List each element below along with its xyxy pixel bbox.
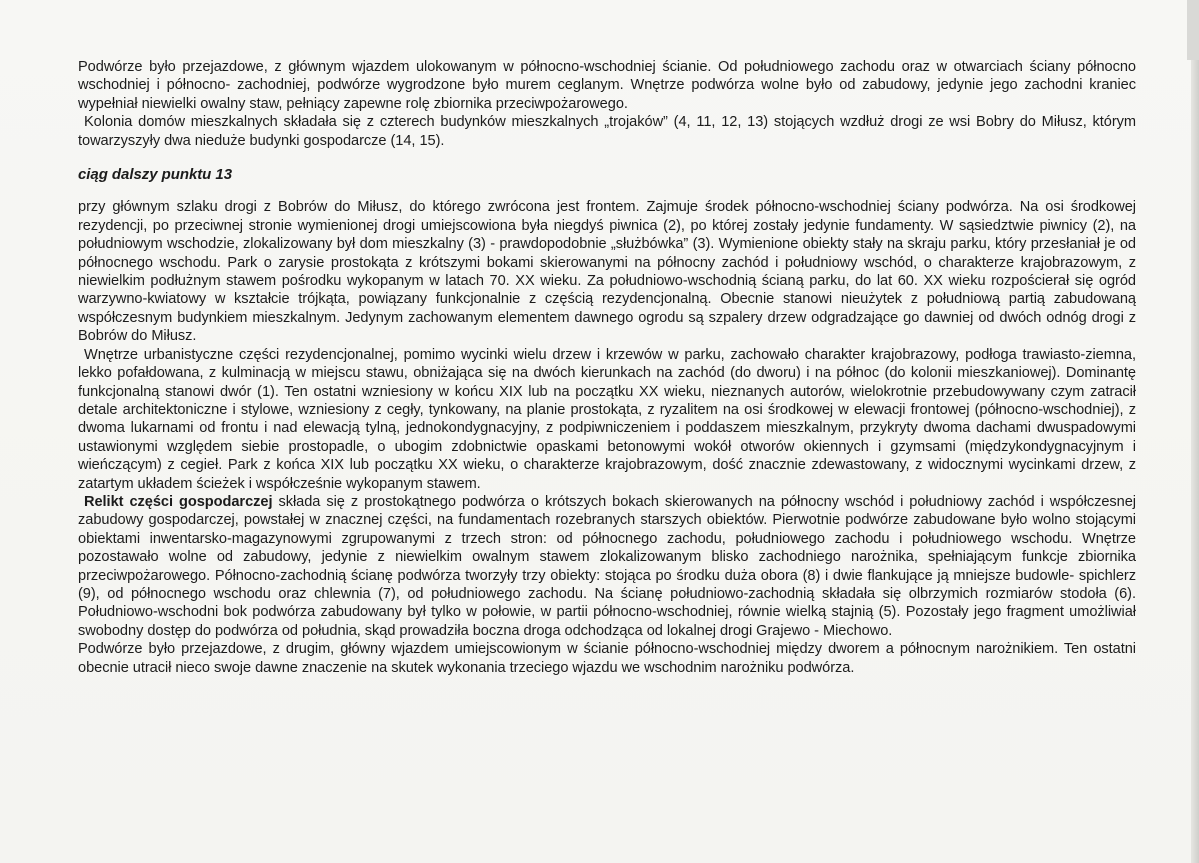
page-edge-corner — [1187, 0, 1199, 60]
document-body — [78, 58, 1136, 677]
section-heading: ciąg dalszy punktu 13 — [78, 166, 232, 184]
relikt-text: składa się z prostokątnego podwórza o krótszych bokach skierowanych na północny wschód i południowy zachód i współczesnej zabudowy gospodarczej, powstałej w znacznej części, na fundamentach rozebranych starszych obiektów. Pierwotnie podwórze zabudowane było wolno stojącymi obiektami inwentarsko-magazynowymi zgrupowanymi z trzech stron: od północnego zachodu, południowego zachodu i południowego wschodu. Wnętrze pozostawało wolne od zabudowy, jedynie z niewielkim owalnym stawem zlokalizowanym blisko zachodniego narożnika, spełniającym funkcje zbiornika przeciwpożarowego. Północno-zachodnią ścianę podwórza tworzyły trzy obiekty: stojąca po środku duża obora (8) i dwie flankujące ją mniejsze budowle- spichlerz (9), od północnego wschodu oraz chlewnia (7), od południowego zachodu. Na ścianę południowo-zachodnią składała się olbrzymich rozmiarów stodoła (6). Południowo-wschodni bok podwórza zabudowany był tylko w połowie, w partii północno-wschodniej, równie wielką stajnią (5). Pozostały jego fragment umożliwiał swobodny dostęp do podwórza od południa, skąd prowadziła boczna droga odchodząca od lokalnej drogi Grajewo - Miechowo. — [78, 493, 1136, 639]
body-paragraph-2: Wnętrze urbanistyczne części rezydencjonalnej, pomimo wycinki wielu drzew i krzewów w parku, zachowało charakter krajobrazowy, podłoga trawiasto-ziemna, lekko pofałdowana, z kulminacją w miejscu stawu, obniżająca się na dwóch kierunkach na zachód (do dworu) i na północ (do kolonii mieszkaniowej). Dominantę funkcjonalną stanowi dwór (1). Ten ostatni wzniesiony w końcu XIX lub na początku XX wieku, nieznanych autorów, wielokrotnie przebudowywany czym zatracił detale architektoniczne i stylowe, wzniesiony z cegły, tynkowany, na planie prostokąta, z ryzalitem na osi środkowej w elewacji frontowej (północno-wschodniej), z dwoma lukarnami od frontu i nad elewacją tylną, jednokondygnacyjny, z podpiwniczeniem i poddaszem mieszkalnym, przykryty dwoma dachami dwuspadowymi ustawionymi względem siebie prostopadle, o ubogim zdobnictwie opaskami betonowymi wokół otworów okiennych i gzymsami (międzykondygnacyjnym i wieńczącym) z cegieł. Park z końca XIX lub początku XX wieku, o charakterze krajobrazowym, dość znacznie zdewastowany, z widocznymi wycinkami drzew, z zatartym układem ścieżek i współcześnie wykopanym stawem. — [78, 346, 1136, 492]
body-paragraph-1: przy głównym szlaku drogi z Bobrów do Miłusz, do którego zwrócona jest frontem. Zajmuje środek północno-wschodniej ściany podwórza. Na osi środkowej rezydencji, po przeciwnej stronie wymienionej drogi umiejscowiona była niegdyś piwnica (2), po której zostały jedynie fundamenty. W sąsiedztwie piwnicy (2), na południowym wschodzie, zlokalizowany był dom mieszkalny (3) - prawdopodobnie „służbówka” (3). Wymienione obiekty stały na skraju parku, który przesłaniał je od północnego wschodu. Park o zarysie prostokąta z krótszymi bokami skierowanymi na północny zachód i południowy wschód, o charakterze krajobrazowym, z niewielkim podłużnym stawem pośrodku wykopanym w latach 70. XX wieku. Za południowo-wschodnią ścianą parku, do lat 60. XX wieku rozpościerał się ogród warzywno-kwiatowy w kształcie trójkąta, powiązany funkcjonalnie z częścią rezydencjonalną. Obecnie stanowi nieużytek z południową partią zabudowaną współczesnym budynkiem mieszkalnym. Jedynym zachowanym elementem dawnego ogrodu są szpalery drzew odgradzające go dawniej od dwóch odnóg drogi z Bobrów do Miłusz. — [78, 199, 1136, 345]
relikt-lead: Relikt części gospodarczej — [84, 493, 273, 510]
intro-paragraph-1: Podwórze było przejazdowe, z głównym wjazdem ulokowanym w północno-wschodniej ścianie. Od południowego zachodu oraz w otwarciach ściany północno wschodniej i północno- zachodniej, podwórze wygrodzone było murem ceglanym. Wnętrze podwórza wolne było od zabudowy, jedynie jego zachodni kraniec wypełniał niewielki owalny staw, pełniący zapewne rolę zbiornika przeciwpożarowego. — [78, 59, 1136, 112]
page-edge-shadow — [1191, 0, 1199, 863]
intro-paragraph-2: Kolonia domów mieszkalnych składała się z czterech budynków mieszkalnych „trojaków” (4, 11, 12, 13) stojących wzdłuż drogi ze wsi Bobry do Miłusz, którym towarzyszyły dwa nieduże budynki gospodarcze (14, 15). — [78, 114, 1136, 149]
closing-paragraph: Podwórze było przejazdowe, z drugim, główny wjazdem umiejscowionym w ścianie północno-wschodniej między dworem a północnym narożnikiem. Ten ostatni obecnie utracił nieco swoje dawne znaczenie na skutek wykonania trzeciego wjazdu we wschodnim narożniku podwórza. — [78, 641, 1136, 676]
relikt-paragraph — [78, 493, 1136, 640]
